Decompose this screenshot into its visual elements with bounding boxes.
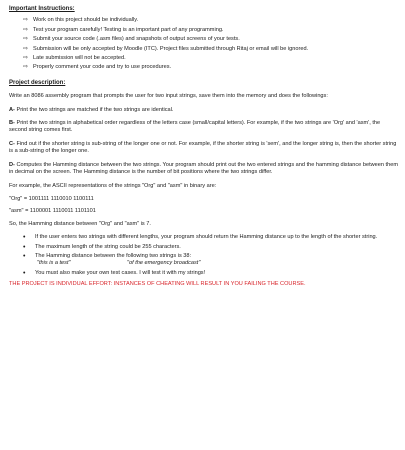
- part-b-label: B-: [9, 120, 15, 127]
- notes-list: [9, 234, 398, 277]
- cheating-warning: THE PROJECT IS INDIVIDUAL EFFORT: INSTANCES OF CHEATING WILL RESULT IN YOU FAILING THE COURSE.: [9, 281, 306, 288]
- instructions-heading: Important Instructions:: [9, 6, 75, 12]
- note-item: [23, 253, 398, 268]
- instructions-list: [9, 17, 398, 71]
- arrow-icon: ⇨: [23, 45, 29, 52]
- instruction-item: [23, 64, 398, 71]
- instruction-item: [23, 46, 398, 53]
- arrow-icon: ⇨: [23, 36, 29, 43]
- binary-org: "Org" = 1001111 1110010 1100111: [9, 195, 94, 202]
- arrow-icon: ⇨: [23, 64, 29, 71]
- bullet-icon: •: [23, 234, 26, 242]
- part-b-text: Print the two strings in alphabetical order regardless of the letters case (small/capital letters). For example, if the two strings are 'Org' and 'asm', the second string comes first.: [9, 120, 381, 134]
- instruction-item: [23, 55, 398, 62]
- document-page: [9, 6, 398, 289]
- part-a-text: Print the two strings are matched if the two strings are identical.: [14, 106, 174, 113]
- part-a: [9, 107, 398, 114]
- instruction-text: Test your program carefully! Testing is an important part of any programming.: [33, 26, 224, 33]
- part-d: [9, 162, 398, 177]
- example-strings: [35, 260, 398, 267]
- note-text: If the user enters two strings with different lengths, your program should return the Hamming distance up to the length of the shorter string.: [35, 234, 378, 241]
- instruction-text: Late submission will not be accepted.: [33, 55, 126, 62]
- instruction-item: [23, 27, 398, 34]
- bullet-icon: •: [23, 269, 26, 277]
- note-item: [23, 270, 398, 277]
- part-c-label: C-: [9, 140, 15, 147]
- description-heading: Project description:: [9, 79, 66, 86]
- bullet-icon: •: [23, 252, 26, 260]
- note-text: The Hamming distance between the following two strings is 38:: [35, 252, 192, 259]
- part-d-label: D-: [9, 161, 15, 168]
- bullet-icon: •: [23, 243, 26, 251]
- part-a-label: A-: [9, 106, 15, 113]
- part-d-text: Computes the Hamming distance between the two strings. Your program should print out the two entered strings and the hamming distance between them in decimal on the screen. The Hamming distance is the number of bit positions where the two strings differ.: [9, 161, 398, 176]
- arrow-icon: ⇨: [23, 17, 29, 24]
- binary-asm: "asm" = 1100001 1110011 1101101: [9, 208, 96, 215]
- example-intro: For example, the ASCII representations of the strings "Org" and "asm" in binary are:: [9, 182, 217, 189]
- note-item: [23, 234, 398, 241]
- example-string-b: "of the emergency broadcast": [127, 260, 201, 267]
- instruction-item: [23, 17, 398, 24]
- instruction-text: Work on this project should be individually.: [33, 17, 139, 24]
- example-string-a: "this is a test": [37, 260, 71, 267]
- instruction-text: Submission will be only accepted by Moodle (ITC). Project files submitted through Ritaj or email will be ignored.: [33, 45, 309, 52]
- arrow-icon: ⇨: [23, 26, 29, 33]
- note-item: [23, 244, 398, 251]
- description-intro: Write an 8086 assembly program that prompts the user for two input strings, save them into the memory and does the followings:: [9, 93, 328, 100]
- hamming-result: So, the Hamming distance between "Org" and "asm" is 7.: [9, 220, 151, 227]
- part-c: [9, 141, 398, 156]
- part-b: [9, 120, 398, 135]
- instruction-text: Properly comment your code and try to use procedures.: [33, 64, 172, 71]
- arrow-icon: ⇨: [23, 55, 29, 62]
- note-text: The maximum length of the string could be 255 characters.: [35, 243, 181, 250]
- note-text: You must also make your own test cases. I will test it with my strings!: [35, 269, 206, 276]
- instruction-text: Submit your source code (.asm files) and snapshots of output screens of your tests.: [33, 36, 240, 43]
- part-c-text: Find out if the shorter string is sub-string of the longer one or not. For example, if the shorter string is 'sem', and the longer string is, then the shorter string is a sub-string of the longer one.: [9, 140, 397, 155]
- instruction-item: [23, 36, 398, 43]
